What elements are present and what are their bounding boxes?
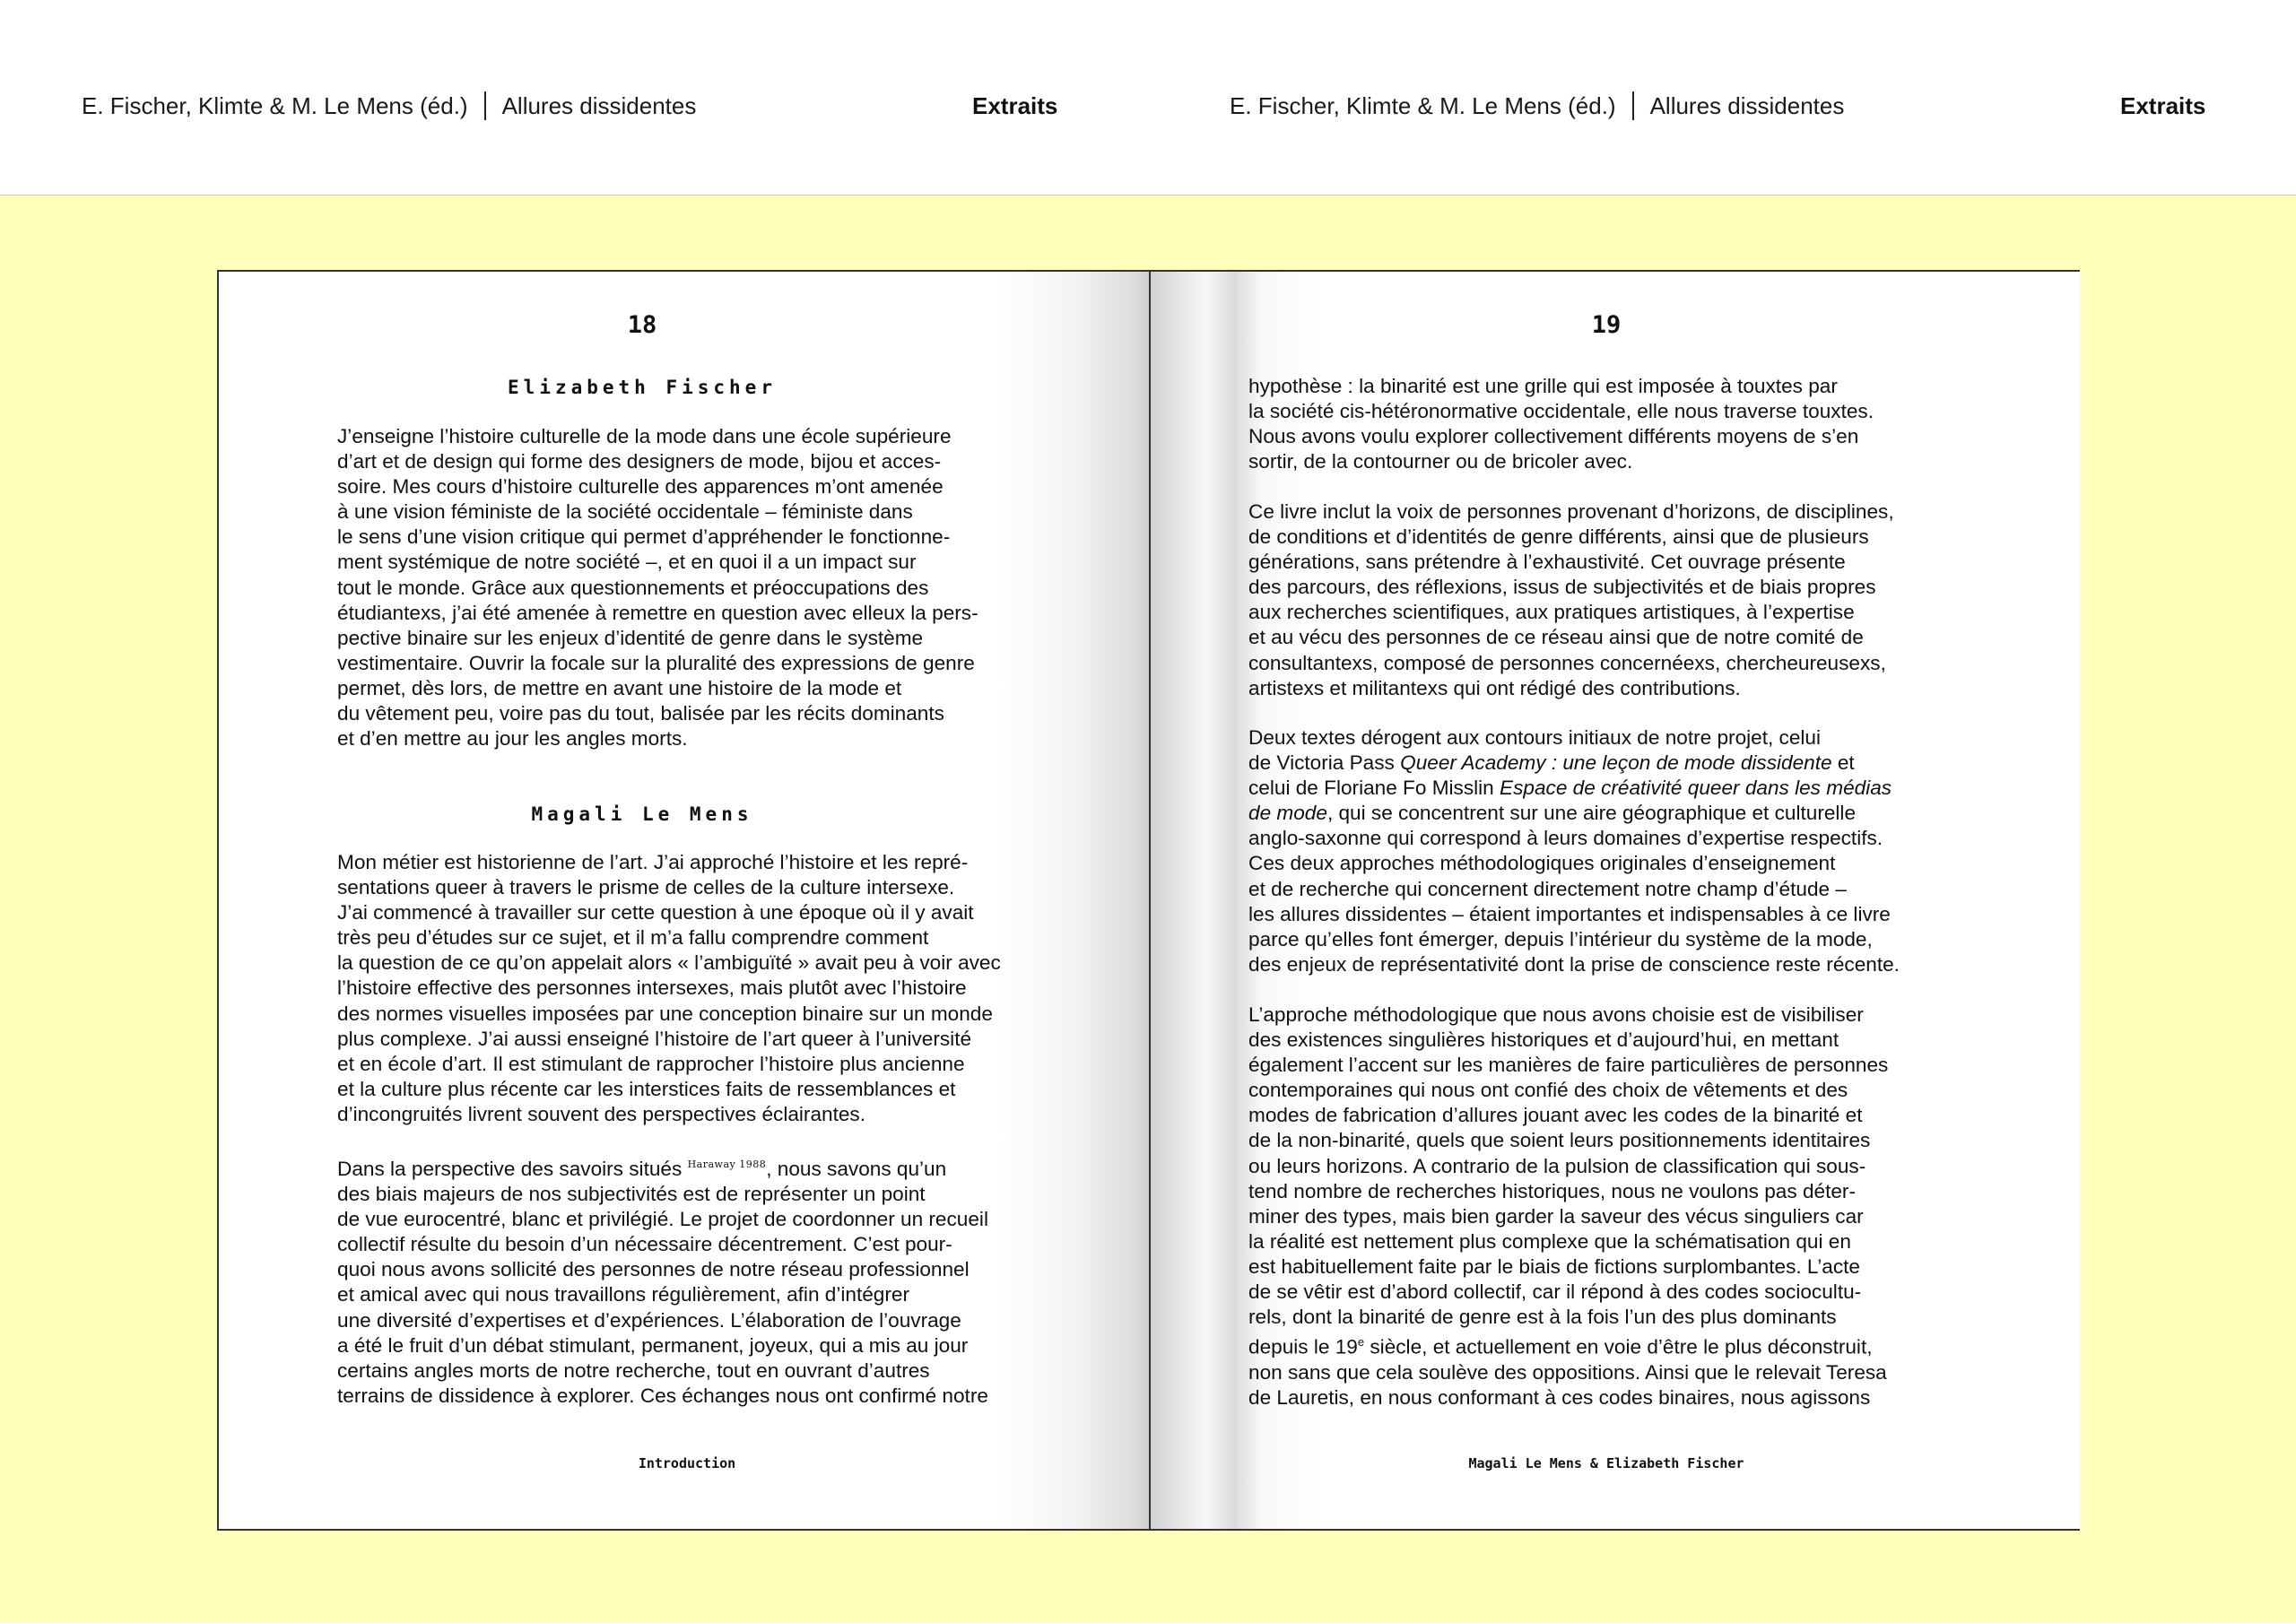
- book-title-italic: de mode: [1248, 802, 1327, 825]
- paragraph-text: Deux textes dérogent aux contours initiaux de notre projet, celui: [1248, 726, 1822, 749]
- section-author-heading: Elizabeth Fischer: [508, 377, 777, 398]
- header-left-authors: E. Fischer, Klimte & M. Le Mens (éd.): [82, 91, 468, 119]
- page-footer: Magali Le Mens & Elizabeth Fischer: [1468, 1455, 1744, 1471]
- body-paragraph: [1248, 725, 1900, 977]
- paragraph-text: L’approche méthodologique que nous avons choisie est de visibiliser des existences singulières historiques et d’aujourd’hui, en mettant également l’accent sur les manières de faire particulières de personnes contemporaines qui nous ont confié des choix de vêtements et des modes de fabrication d’allures jouant avec les codes de la binarité et de la non-binarité, quels que soient leurs positionnements identitaires ou leurs horizons. A contrario de la pulsion de classification qui sous- tend nombre de recherches historiques, nous ne voulons pas déter- miner des types, mais bien garder la saveur des vécus singuliers car la réalité est nettement plus complexe que la schématisation qui en est habituellement faite par le biais de fictions surplombantes. L’acte de se vêtir est d’abord collectif, car il répond à des codes sociocultu- rels, dont la binarité de genre est à la fois l’un des plus dominants: [1248, 1003, 1889, 1329]
- paragraph-text: non sans que cela soulève des oppositions. Ainsi que le relevait Teresa de Lauretis, en nous conformant à ces codes binaires, nous agissons: [1248, 1360, 1887, 1409]
- paragraph-text: anglo-saxonne qui correspond à leurs domaines d’expertise respectifs. Ces deux approches méthodologiques originales d’enseignement et de recherche qui concernent directement notre champ d’étude – les allures dissidentes – étaient importantes et indispensables à ce livre parce qu’elles font émerger, depuis l’intérieur du système de la mode, des enjeux de représentativité dont la prise de conscience reste récente.: [1248, 827, 1900, 976]
- header-right-divider: [1632, 91, 1634, 120]
- header-left-credits: [82, 90, 696, 122]
- body-paragraph: J’enseigne l’histoire culturelle de la mode dans une école supérieure d’art et de design qui forme des designers de mode, bijou et acces- soire. Mes cours d’histoire culturelle des apparences m’ont amenée à une vision féministe de la société occidentale – féministe dans le sens d’une vision critique qui permet d’appréhender le fonctionne- ment systémique de notre société –, et en quoi il a un impact sur tout le monde. Grâce aux questionnements et préoccupations des étudiantexs, j’ai été amenée à remettre en question avec elleux la pers- pective binaire sur les enjeux d’identité de genre dans le système vestimentaire. Ouvrir la focale sur la pluralité des expressions de genre permet, dès lors, de mettre en avant une histoire de la mode et du vêtement peu, voire pas du tout, balisée par les récits dominants et d’en mettre au jour les angles morts.: [337, 425, 978, 751]
- paragraph-text: , qui se concentrent sur une aire géographique et culturelle: [1326, 802, 1857, 825]
- header-right-credits: [1230, 90, 1844, 122]
- page-number: 19: [1591, 311, 1622, 339]
- header-left-divider: [484, 91, 486, 120]
- body-paragraph: Ce livre inclut la voix de personnes provenant d’horizons, de disciplines, de conditions et d’identités de genre différents, ainsi que de plusieurs générations, sans prétendre à l’exhaustivité. Cet ouvrage présente des parcours, des réflexions, issus de subjectivités et de biais propres aux recherches scientifiques, aux pratiques artistiques, à l’expertise et au vécu des personnes de ce réseau ainsi que de notre comité de consultantexs, composé de personnes concernéexs, chercheureusexs, artistexs et militantexs qui ont rédigé des contributions.: [1248, 500, 1894, 699]
- paragraph-text: Dans la perspective des savoirs situés: [337, 1158, 688, 1180]
- paragraph-text: de Victoria Pass: [1248, 751, 1401, 775]
- top-bar: [0, 0, 2296, 195]
- book-title-italic: Queer Academy : une leçon de mode dissidente: [1400, 751, 1832, 775]
- header-left-title: Allures dissidentes: [501, 91, 697, 119]
- body-paragraph: Mon métier est historienne de l’art. J’ai approché l’histoire et les repré- sentations queer à travers le prisme de celles de la culture intersexe. J’ai commencé à travailler sur cette question à une époque où il y avait très peu d’études sur ce sujet, et il m’a fallu comprendre comment la question de ce qu’on appelait alors « l’ambiguïté » avait peu à voir avec l’histoire effective des personnes intersexes, mais plutôt avec l’histoire des normes visuelles imposées par une conception binaire sur un monde plus complexe. J’ai aussi enseigné l’histoire de l’art queer à l’université et en école d’art. Il est stimulant de rapprocher l’histoire plus ancienne et la culture plus récente car les interstices faits de ressemblances et d’incongruités livrent souvent des perspectives éclairantes.: [337, 851, 1001, 1125]
- paragraph-text: , nous savons qu’un: [766, 1158, 947, 1180]
- body-paragraph: hypothèse : la binarité est une grille qui est imposée à touxtes par la société cis-hétéronormative occidentale, elle nous traverse touxtes. Nous avons voulu explorer collectivement différents moyens de s’en sortir, de la contourner ou de bricoler avec.: [1248, 375, 1874, 473]
- header-right-authors: E. Fischer, Klimte & M. Le Mens (éd.): [1230, 91, 1616, 119]
- paragraph-text: des biais majeurs de nos subjectivités est de représenter un point de vue eurocentré, blanc et privilégié. Le projet de coordonner un recueil collectif résulte du besoin d’un nécessaire décentrement. C’est pour- quoi nous avons sollicité des personnes de notre réseau professionnel et amical avec qui nous travaillons régulièrement, afin d’intégrer une diversité d’expertises et d’expériences. L’élaboration de l’ouvrage a été le fruit d’un débat stimulant, permanent, joyeux, qui a mis au jour certains angles morts de notre recherche, tout en ouvrant d’autres terrains de dissidence à explorer. Ces échanges nous ont confirmé notre: [337, 1183, 988, 1407]
- paragraph-text: et: [1831, 751, 1855, 775]
- section-author-heading: Magali Le Mens: [531, 803, 753, 825]
- header-right-extraits[interactable]: Extraits: [2120, 92, 2206, 119]
- header-left-extraits[interactable]: Extraits: [972, 92, 1058, 119]
- paragraph-text: siècle, et actuellement en voie d’être le plus déconstruit,: [1364, 1335, 1873, 1358]
- paragraph-text: celui de Floriane Fo Misslin: [1248, 777, 1500, 800]
- book-spread: [217, 270, 2080, 1531]
- right-page: [1151, 272, 2080, 1529]
- body-paragraph: [1248, 1002, 1888, 1410]
- body-paragraph: [337, 1152, 988, 1409]
- left-page: [219, 272, 1150, 1529]
- book-title-italic: Espace de créativité queer dans les médias: [1500, 777, 1892, 800]
- header-right-title: Allures dissidentes: [1649, 91, 1845, 119]
- page-footer: Introduction: [638, 1455, 736, 1471]
- page-number: 18: [627, 311, 657, 339]
- paragraph-text: depuis le 19: [1248, 1335, 1358, 1358]
- superscript: e: [1357, 1335, 1365, 1350]
- citation-reference: Haraway 1988: [687, 1159, 767, 1170]
